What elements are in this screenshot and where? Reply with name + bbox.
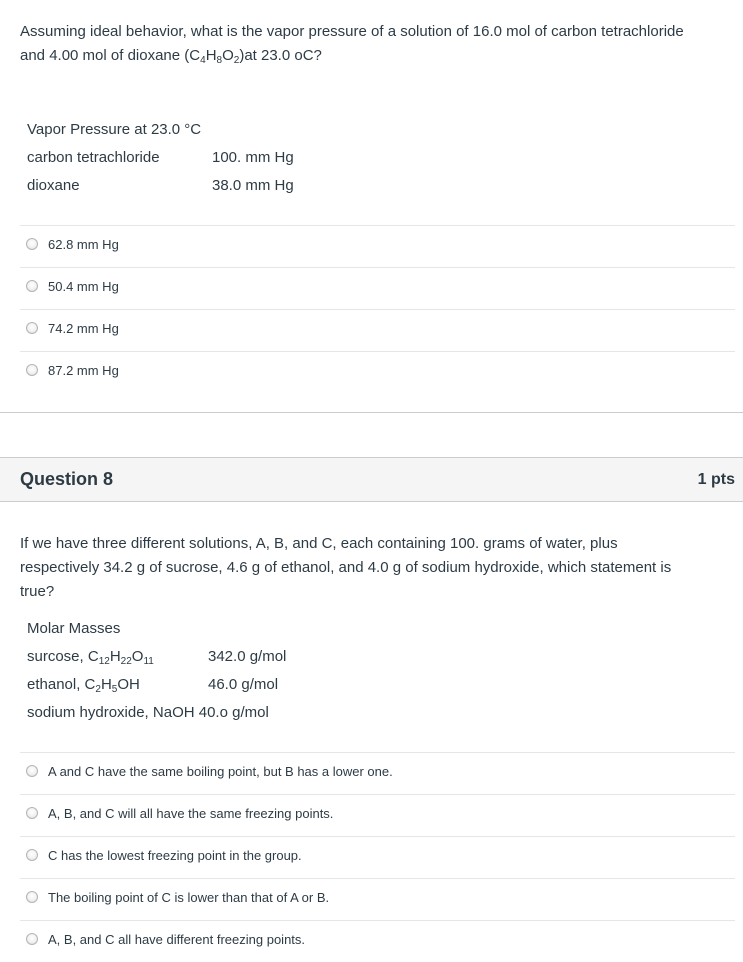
q7-text-line2-a: and 4.00 mol of dioxane (C: [20, 47, 201, 64]
radio-button[interactable]: [26, 322, 38, 334]
q8-table-header: Molar Masses: [27, 620, 121, 637]
q7-text-line1: Assuming ideal behavior, what is the vapor pressure of a solution of 16.0 mol of carbon tetrachloride: [20, 23, 684, 40]
q7-formula-sub1: 4: [200, 55, 206, 66]
q7-question-text: [20, 20, 735, 68]
answer-option[interactable]: [20, 836, 735, 878]
q7-formula-o: O: [222, 47, 234, 64]
question-divider: [0, 412, 743, 413]
radio-button[interactable]: [26, 765, 38, 777]
answer-option[interactable]: [20, 752, 735, 794]
q8-text-line1: If we have three different solutions, A, B, and C, each containing 100. grams of water, plus: [20, 535, 618, 552]
answer-option[interactable]: [20, 225, 735, 267]
answer-option[interactable]: [20, 920, 735, 962]
q8-sucrose-label: surcose, $C_{12}H_{22}O_{11}$: [27, 648, 154, 667]
answer-label: C has the lowest freezing point in the group.: [48, 848, 302, 863]
radio-button[interactable]: [26, 849, 38, 861]
answer-label: A and C have the same boiling point, but B has a lower one.: [48, 764, 393, 779]
q8-ethanol-label: ethanol, $C_2H_5OH$: [27, 676, 140, 695]
answer-option[interactable]: [20, 267, 735, 309]
q7-formula-sub2: 8: [216, 55, 223, 66]
q8-naoh-row: sodium hydroxide, NaOH 40.o g/mol: [27, 704, 269, 721]
radio-button[interactable]: [26, 280, 38, 292]
q7-table-row-name: carbon tetrachloride: [27, 149, 160, 166]
answer-label: The boiling point of C is lower than that of A or B.: [48, 890, 330, 905]
q7-text-line2: [20, 44, 735, 68]
q8-molar-mass-table: [27, 620, 427, 730]
q8-question-text: [20, 532, 735, 604]
q8-header: [0, 457, 743, 502]
q7-formula-sub3: 2: [233, 55, 240, 66]
q7-table-header: Vapor Pressure at 23.0 °C: [27, 121, 202, 138]
q8-sucrose-value: 342.0 g/mol: [208, 648, 287, 665]
q8-text-line2: respectively 34.2 g of sucrose, 4.6 g of ethanol, and 4.0 g of sodium hydroxide, which statement is: [20, 559, 672, 576]
q8-text-line3: true?: [20, 583, 55, 600]
q7-answer-list: [20, 225, 735, 393]
q8-points: 1 pts: [697, 471, 735, 488]
q7-text-line2-b: )at 23.0 oC?: [239, 47, 322, 64]
radio-button[interactable]: [26, 807, 38, 819]
q8-title: Question 8: [20, 469, 114, 489]
answer-option[interactable]: [20, 351, 735, 393]
radio-button[interactable]: [26, 238, 38, 250]
answer-label: A, B, and C all have different freezing points.: [48, 932, 306, 947]
q8-answer-list: [20, 752, 735, 962]
radio-button[interactable]: [26, 933, 38, 945]
q7-formula-h: H: [205, 47, 217, 64]
answer-label: 87.2 mm Hg: [48, 363, 119, 378]
q8-ethanol-value: 46.0 g/mol: [208, 676, 279, 693]
answer-label: 50.4 mm Hg: [48, 279, 119, 294]
answer-option[interactable]: [20, 794, 735, 836]
q7-table-row-value: 100. mm Hg: [212, 149, 294, 166]
answer-label: 62.8 mm Hg: [48, 237, 119, 252]
answer-option[interactable]: [20, 309, 735, 351]
answer-option[interactable]: [20, 878, 735, 920]
radio-button[interactable]: [26, 364, 38, 376]
q7-table-row-value: 38.0 mm Hg: [212, 177, 294, 194]
radio-button[interactable]: [26, 891, 38, 903]
q7-table-row-name: dioxane: [27, 177, 80, 194]
answer-label: 74.2 mm Hg: [48, 321, 119, 336]
answer-label: A, B, and C will all have the same freezing points.: [48, 806, 334, 821]
q7-vapor-pressure-table: [27, 121, 427, 211]
